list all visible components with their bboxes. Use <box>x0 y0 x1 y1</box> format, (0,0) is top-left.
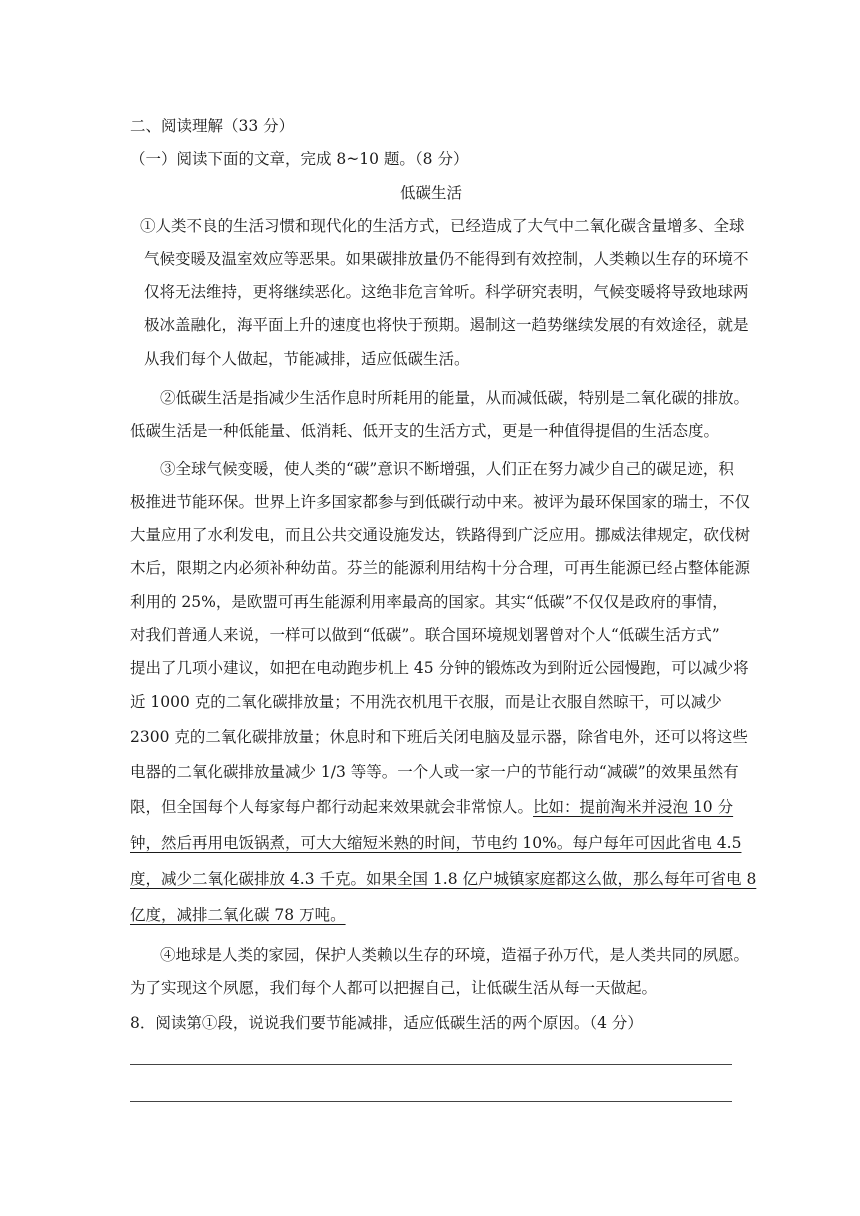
p3-line-11-text: 限，但全国每个人每家每户都行动起来效果就会非常惊人。 <box>130 798 534 816</box>
p3-line-2: 极推进节能环保。世界上许多国家都参与到低碳行动中来。被评为最环保国家的瑞士，不仅 <box>130 493 751 511</box>
p3-line-5: 利用的 25%，是欧盟可再生能源利用率最高的国家。其实“低碳”不仅仅是政府的事情， <box>130 593 728 611</box>
underlined-example-line-3: 度，减少二氧化碳排放 4.3 千克。如果全国 1.8 亿户城镇家庭都这么做，那么每年可省电 8 <box>130 870 757 888</box>
p3-line-7: 提出了几项小建议，如把在电动跑步机上 45 分钟的锻炼改为到附近公园慢跑，可以减少将 <box>130 659 749 677</box>
p1-line-5: 从我们每个人做起，节能减排，适应低碳生活。 <box>144 350 470 368</box>
section-heading: 二、阅读理解（33 分） <box>130 117 295 135</box>
p3-line-10: 电器的二氧化碳排放量减少 1/3 等等。一个人或一家一户的节能行动“减碳”的效果虽然有 <box>130 763 739 781</box>
p3-line-1: ③全球气候变暖，使人类的“碳”意识不断增强，人们正在努力减少自己的碳足迹，积 <box>160 460 734 478</box>
p3-line-9: 2300 克的二氧化碳排放量；休息时和下班后关闭电脑及显示器，除省电外，还可以将这些 <box>130 728 748 746</box>
underlined-example-line-2: 钟，然后再用电饭锅煮，可大大缩短米熟的时间，节电约 10%。每户每年可因此省电 4.5 <box>130 834 742 852</box>
question-8: 8．阅读第①段，说说我们要节能减排，适应低碳生活的两个原因。（4 分） <box>130 1014 643 1032</box>
p1-line-2: 气候变暖及温室效应等恶果。如果碳排放量仍不能得到有效控制，人类赖以生存的环境不 <box>144 250 749 268</box>
answer-line-2[interactable] <box>130 1101 732 1102</box>
p2-line-2: 低碳生活是一种低能量、低消耗、低开支的生活方式，更是一种值得提倡的生活态度。 <box>130 422 720 440</box>
p3-line-3: 大量应用了水利发电，而且公共交通设施发达，铁路得到广泛应用。挪威法律规定，砍伐树 <box>130 526 751 544</box>
p3-line-6: 对我们普通人来说，一样可以做到“低碳”。联合国环境规划署曾对个人“低碳生活方式” <box>130 626 720 644</box>
p1-line-1: ①人类不良的生活习惯和现代化的生活方式，已经造成了大气中二氧化碳含量增多、全球 <box>140 217 745 235</box>
part-intro: （一）阅读下面的文章，完成 8~10 题。（8 分） <box>130 150 469 168</box>
p4-line-1: ④地球是人类的家园，保护人类赖以生存的环境，造福子孙万代，是人类共同的夙愿。 <box>160 946 750 964</box>
p2-line-1: ②低碳生活是指减少生活作息时所耗用的能量，从而减低碳，特别是二氧化碳的排放。 <box>160 389 750 407</box>
p1-line-3: 仅将无法维持，更将继续恶化。这绝非危言耸听。科学研究表明，气候变暖将导致地球两 <box>144 283 749 301</box>
underlined-example-line-4: 亿度，减排二氧化碳 78 万吨。 <box>130 906 346 924</box>
article-title: 低碳生活 <box>400 184 463 202</box>
p3-line-11 <box>130 797 733 817</box>
p3-line-4: 木后，限期之内必须补种幼苗。芬兰的能源利用结构十分合理，可再生能源已经占整体能源 <box>130 559 751 577</box>
p1-line-4: 极冰盖融化，海平面上升的速度也将快于预期。遏制这一趋势继续发展的有效途径，就是 <box>144 316 749 334</box>
p3-line-8: 近 1000 克的二氧化碳排放量；不用洗衣机甩干衣服，而是让衣服自然晾干，可以减少 <box>130 693 722 711</box>
underlined-example-start: 比如：提前淘米并浸泡 10 分 <box>533 798 734 816</box>
p4-line-2: 为了实现这个夙愿，我们每个人都可以把握自己，让低碳生活从每一天做起。 <box>130 979 658 997</box>
answer-line-1[interactable] <box>130 1064 732 1065</box>
